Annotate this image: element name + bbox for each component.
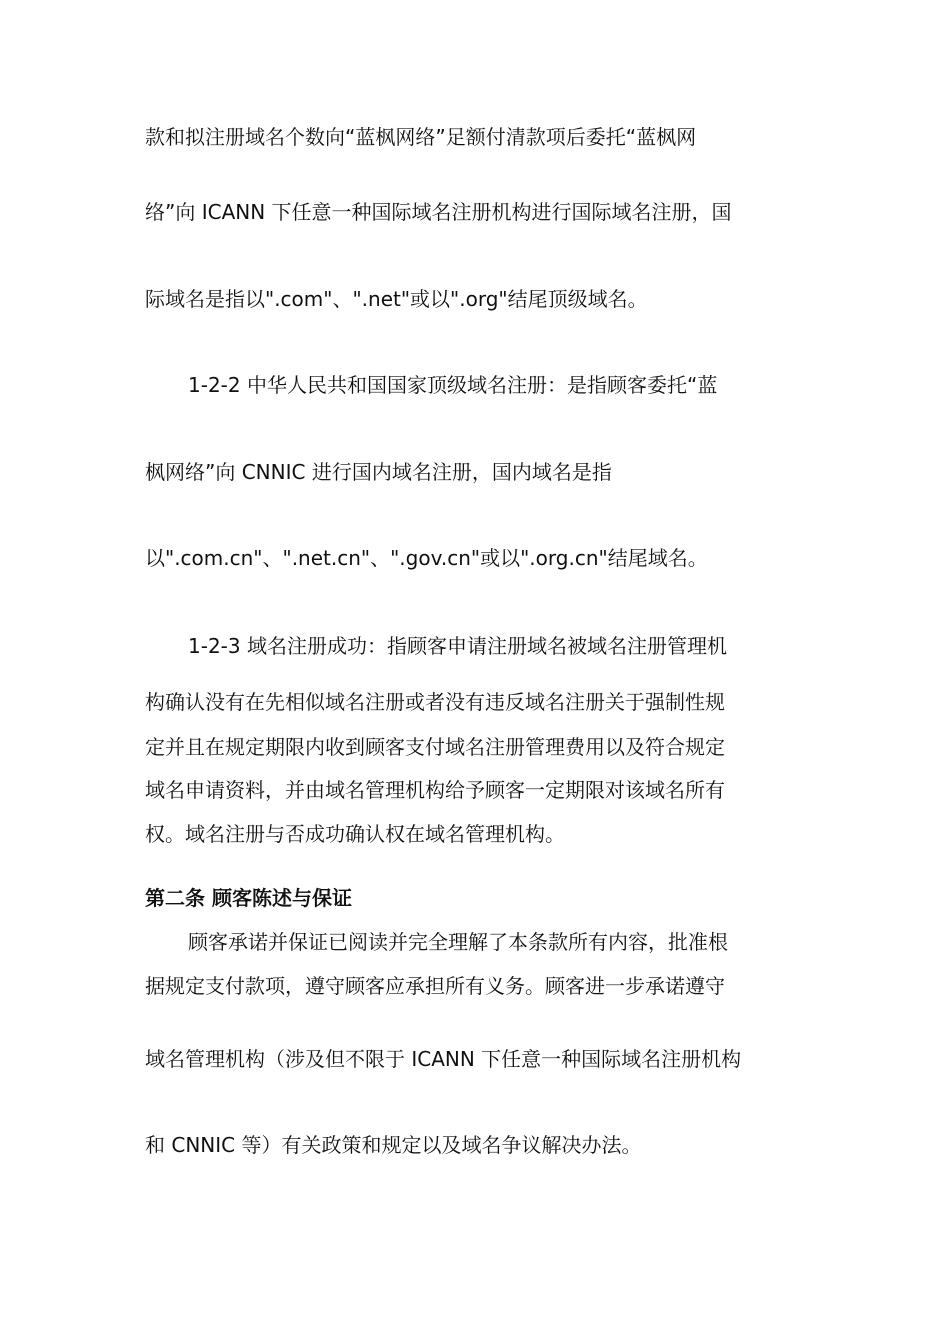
text-line: 枫网络”向 CNNIC 进行国内域名注册，国内域名是指	[145, 460, 612, 484]
text-line: 域名管理机构（涉及但不限于 ICANN 下任意一种国际域名注册机构	[145, 1047, 742, 1071]
text-line: 以".com.cn"、".net.cn"、".gov.cn"或以".org.cn"结尾域名。	[145, 546, 708, 570]
text-line: 络”向 ICANN 下任意一种国际域名注册机构进行国际域名注册，国	[145, 200, 732, 224]
text-line: 构确认没有在先相似域名注册或者没有违反域名注册关于强制性规	[145, 690, 725, 714]
text-line: 际域名是指以".com"、".net"或以".org"结尾顶级域名。	[145, 287, 648, 311]
text-line: 据规定支付款项，遵守顾客应承担所有义务。顾客进一步承诺遵守	[145, 974, 725, 998]
text-line: 和 CNNIC 等）有关政策和规定以及域名争议解决办法。	[145, 1133, 642, 1157]
text-line: 定并且在规定期限内收到顾客支付域名注册管理费用以及符合规定	[145, 735, 725, 759]
section-heading: 第二条 顾客陈述与保证	[145, 886, 352, 910]
text-line: 权。域名注册与否成功确认权在域名管理机构。	[145, 822, 565, 846]
text-line: 域名申请资料，并由域名管理机构给予顾客一定期限对该域名所有	[145, 778, 725, 802]
text-line: 顾客承诺并保证已阅读并完全理解了本条款所有内容，批准根	[188, 930, 728, 954]
text-line: 1-2-3 域名注册成功：指顾客申请注册域名被域名注册管理机	[188, 634, 727, 658]
text-line: 1-2-2 中华人民共和国国家顶级域名注册：是指顾客委托“蓝	[188, 373, 718, 397]
text-line: 款和拟注册域名个数向“蓝枫网络”足额付清款项后委托“蓝枫网	[145, 125, 697, 149]
